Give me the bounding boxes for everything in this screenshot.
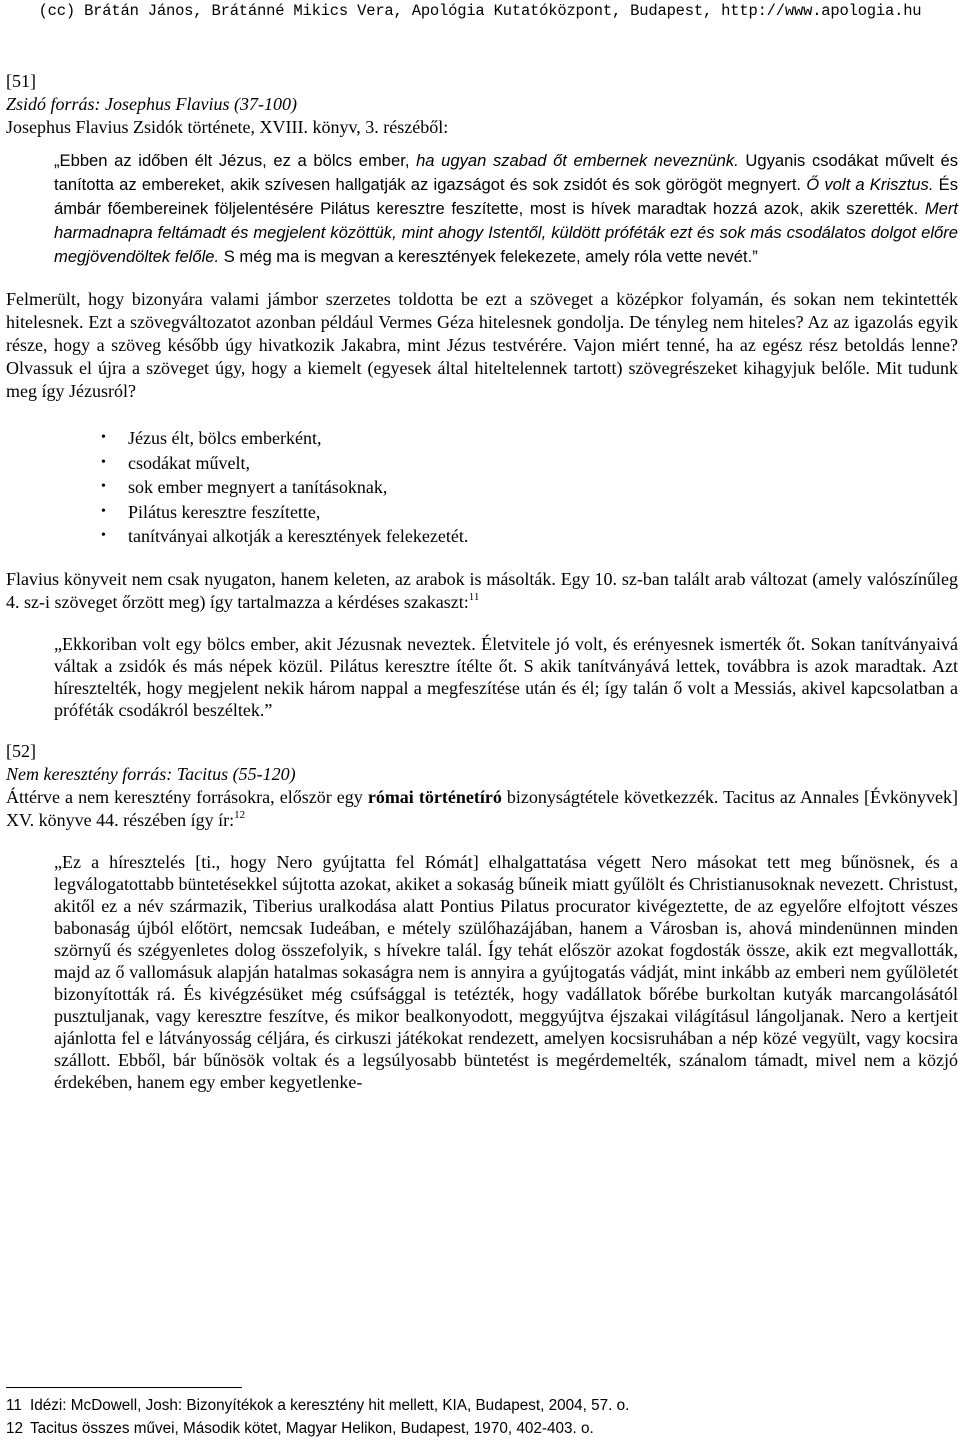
section-number: [52] — [6, 740, 36, 761]
section-title: Nem keresztény forrás: Tacitus (55-120) — [6, 763, 296, 784]
bullet-icon: • — [101, 430, 106, 445]
bullet-icon: • — [101, 528, 106, 543]
footnote-ref: 12 — [234, 808, 246, 821]
body-paragraph: Flavius könyveit nem csak nyugaton, hanem keleten, az arabok is másolták. Egy 10. sz-ban talált arab változat (amely valószínűleg 4. sz-i szöveget őrzött meg) így tartalmazza a kérdéses szakaszt:$^{11}$ — [6, 568, 958, 612]
arabic-version-quote: „Ekkoriban volt egy bölcs ember, akit Jézusnak neveztek. Életvitele jó volt, és erényesnek ismerték őt. Sokan tanítványaivá váltak a zsidók és más népek közül. Pilátus keresztre ítélte őt. S akik tanítványává lettek, továbbra is azok maradtak. Azt híresztelték, hogy megjelent nekik három nappal a megfeszítése után és él; így talán ő volt a Messiás, akivel kapcsolatban a próféták csodákról beszéltek.” — [54, 633, 958, 720]
list-item: • Jézus élt, bölcs emberként, — [101, 426, 958, 451]
footnote: 12 Tacitus összes művei, Második kötet, Magyar Helikon, Budapest, 1970, 402-403. o. — [6, 1420, 594, 1437]
footnotes — [6, 1394, 956, 1440]
list-item: • tanítványai alkotják a keresztények felekezetét. — [101, 524, 958, 549]
bullet-icon: • — [101, 454, 106, 470]
josephus-quote — [54, 149, 958, 269]
bullet-icon: • — [101, 503, 106, 519]
section-number: [51] — [6, 71, 36, 91]
tacitus-quote: „Ez a híresztelés [ti., hogy Nero gyújtatta fel Rómát] elhalgattatása végett Nero másokat tett meg bűnösnek, és a legválogatottabb büntetésekkel sújtotta azokat, akiket a sokaság bűneik miatt gyűlölt és Christianusoknak nevezett. Christust, akitől ez a név származik, Tiberius uralkodása alatt Pontius Pilatus procurator kivégeztette, de az egyelőre elfojtott vészes babonaság újból előtört, nemcsak Iudeában, e métely szülőhazájában, hanem a Városban is, ahová mindenünnen minden szörnyű és szégyenletes dolog összefolyik, s hívekre talál. Így tehát először azokat fogdosták össze, akik ezt megvallották, majd az ő vallomásuk alapján hatalmas sokaságra nem is annyira a gyújtogatás vádját, mint inkább az emberi nem gyűlöletét bizonyították rá. És kivégzésüket még csúfsággal is tetézték, hogy vadállatok bőrébe burkoltan kutyák marcangolásától pusztuljanak, vagy keresztre feszítve, és mikor bealkonyodott, meggyújtva éjszakai világításul lángoljanak. Nero a kertjeit ajánlotta fel e látványosság céljára, és cirkuszi játékokat rendezett, amelyen kocsisruhában a nép közé vegyült, vagy kocsira szállott. Ebből, bár bűnösök voltak és a legsúlyosabb büntetést is megérdemelték, szánalom támadt, mivel nem a közjó érdekében, hanem egy ember kegyetlenke- — [54, 851, 958, 1092]
body-paragraph: Felmerült, hogy bizonyára valami jámbor szerzetes toldotta be ezt a szöveget a középkor folyamán, és sokan nem tekintették hitelesnek. Ezt a szövegváltozatot azonban például Vermes Géza hitelesnek gondolja. De tényleg nem hiteles? Az az igazolás egyik része, hogy a szöveg később úgy hivatkozik Jakabra, mint Jézus testvérére. Vajon miért tenné, ha az egész rész betoldás lenne? Olvassuk el újra a szöveget úgy, hogy a kiemelt (egyesek által hiteltelennek tartott) szövegrészeket kihagyjuk belőle. Mit tudunk meg így Jézusról? — [6, 289, 958, 401]
section-52-heading — [6, 740, 958, 786]
bullet-icon: • — [101, 479, 106, 494]
quote-text: Ugyanis csodákat művelt és tanította az embereket, akik szívesen hallgatják az igazságot és sok zsidót és sok görögöt megnyert. — [54, 151, 958, 194]
page-body — [6, 70, 958, 1093]
section-subtitle: Josephus Flavius Zsidók története, XVIII. könyv, 3. részéből: — [6, 117, 449, 137]
body-paragraph: Áttérve a nem keresztény forrásokra, először egy római történetíró bizonyságtétele következzék. Tacitus az Annales [Évkönyvek] XV. könyve 44. részében így ír:$^{12}$ — [6, 786, 959, 830]
quote-text-italic: Ő volt a Krisztus. — [806, 175, 934, 194]
list-item: • sok ember megnyert a tanításoknak, — [101, 475, 958, 500]
footnote: 11 Idézi: McDowell, Josh: Bizonyítékok a keresztény hit mellett, KIA, Budapest, 2004, 57. o. — [6, 1397, 630, 1414]
footnote-ref: 11 — [468, 590, 480, 603]
page-header: (cc) Brátán János, Brátánné Mikics Vera, Apológia Kutatóközpont, Budapest, http://www.apologia.hu — [38, 2, 922, 20]
list-item: • Pilátus keresztre feszítette, — [101, 500, 958, 525]
quote-text: És ámbár főembereinek följelentésére Pilátus keresztre feszítette, most is hívek maradtak hozzá azok, akik szerették. — [54, 175, 959, 218]
bold-text: római történetíró — [367, 786, 502, 807]
section-title: Zsidó forrás: Josephus Flavius (37-100) — [6, 94, 297, 114]
bullet-list — [6, 426, 958, 549]
quote-text: S még ma is megvan a keresztények felekezete, amely róla vette nevét.” — [219, 247, 758, 266]
section-51-heading — [6, 70, 958, 139]
quote-text-italic: ha ugyan szabad őt embernek neveznünk. — [416, 151, 739, 170]
list-item: • csodákat művelt, — [101, 451, 958, 476]
quote-text: „Ebben az időben élt Jézus, ez a bölcs ember, — [54, 151, 417, 170]
footnote-separator — [6, 1387, 242, 1388]
quote-text-italic: Mert harmadnapra feltámadt és megjelent közöttük, mint ahogy Istentől, küldött próféták ezt és sok más csodálatos dolgot előre megjövendöltek felőle. — [54, 199, 958, 266]
